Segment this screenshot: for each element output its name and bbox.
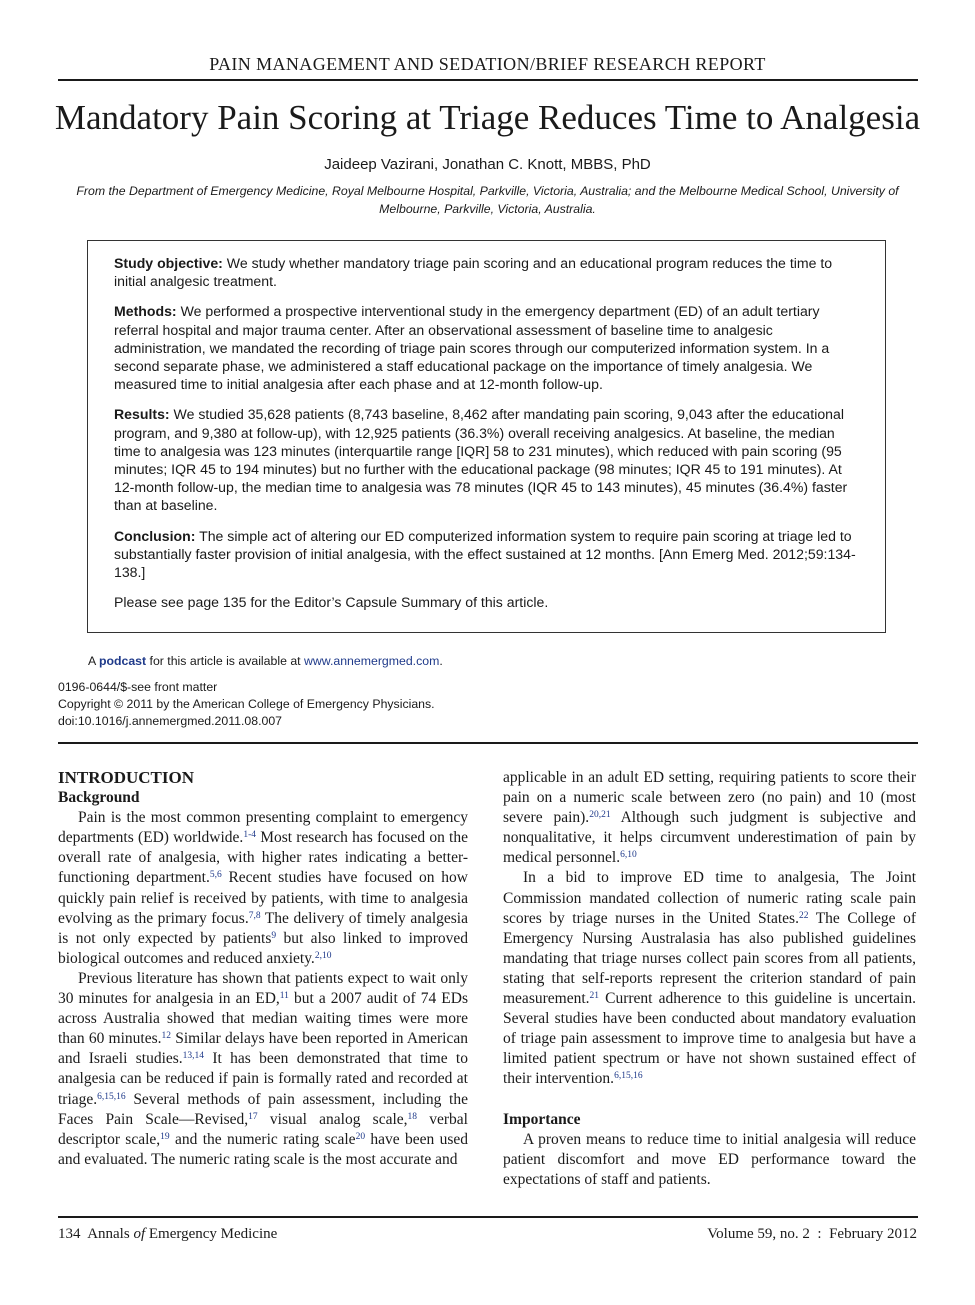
doi-line: doi:10.1016/j.annemergmed.2011.08.007 [58,714,283,728]
author-list: Jaideep Vazirani, Jonathan C. Knott, MBBS, PhD [324,156,651,173]
podcast-middle: for this article is available at [149,654,301,668]
front-matter-rule [58,742,918,744]
journal-url-link[interactable]: www.annemergmed.com [304,654,440,668]
text-run: In a bid to improve ED time to analgesia, The Joint Commission mandated collection of numeric rating scale pain scores by triage nurses in the United States. [503,869,916,927]
citation-ref[interactable]: 18 [407,1111,418,1122]
citation-ref[interactable]: 19 [160,1131,170,1142]
citation-ref[interactable]: 20 [355,1131,366,1142]
conclusion-text: The simple act of altering our ED computerized information system to require pain scoring at triage led to substantially faster provision of initial analgesia, with the effect sustained at 12 months. [Ann Emerg Med. 2012;59:134-138.] [114,527,856,581]
text-run: and the numeric rating scale [169,1130,356,1148]
background-heading: Background [58,789,140,807]
podcast-suffix: . [439,654,443,668]
citation-ref[interactable]: 5,6 [209,870,222,881]
text-run: The College of Emergency Nursing Australasia has also published guidelines mandating that triage nurses collect pain scores from all patients, stating that self-reports represent the criterion standard of pain measurement. [503,909,916,1008]
journal-name-em: Emergency Medicine [148,1226,278,1242]
paragraph-background-4 [503,868,916,1089]
citation-ref[interactable]: 2,10 [314,950,332,961]
text-run: Although such judgment is subjective and nonqualitative, it helps circumvent underestimation of pain by medical personnel. [503,809,916,867]
journal-name-annals: Annals [87,1226,130,1242]
objective-text: We study whether mandatory triage pain scoring and an educational program reduces the time to initial analgesic treatment. [114,255,833,290]
citation-ref[interactable]: 11 [279,991,289,1002]
objective-label: Study objective: [114,255,223,271]
text-run: visual analog scale, [257,1110,408,1128]
citation-ref[interactable]: 1-4 [243,830,256,841]
body-column-left [58,768,468,1170]
text-run: Several methods of pain assessment, including the Faces Pain Scale—Revised, [58,1090,468,1128]
page-number: 134 [58,1226,81,1242]
methods-text: We performed a prospective interventional study in the emergency department (ED) of an adult tertiary referral hospital and major trauma center. After an observational assessment of baseline time to analgesic administration, we mandated the recording of triage pain scores through our computerized information system. In a second separate phase, we administered a staff educational package on the importance of timely analgesia. We measured time to initial analgesia after each phase and at 12-month follow-up. [114,303,830,393]
results-label: Results: [114,406,170,423]
text-run: but also linked to improved biological outcomes and reduced anxiety. [58,929,468,967]
citation-ref[interactable]: 13,14 [182,1051,205,1062]
footer-issue [707,1226,917,1243]
podcast-prefix: A [88,654,96,668]
text-run: Pain is the most common presenting complaint to emergency departments (ED) worldwide. [58,809,468,847]
citation-ref[interactable]: 6,15,16 [97,1091,126,1102]
citation-ref[interactable]: 6,10 [620,850,637,861]
podcast-notice [88,654,443,668]
text-run: but a 2007 audit of 74 EDs across Australia showed that median waiting times were more than 60 minutes. [58,990,468,1048]
citation-ref[interactable]: 12 [161,1031,172,1042]
abstract-results [114,405,864,514]
citation-ref[interactable]: 7,8 [248,910,261,921]
body-column-right [503,768,916,1190]
paragraph-background-2 [58,969,468,1170]
author-affiliation: From the Department of Emergency Medicine, Royal Melbourne Hospital, Parkville, Victoria, Australia; and the Melbourne Medical School, University of Melbourne, Parkville, Victoria, Australia. [76,184,899,216]
paragraph-background-3 [503,768,916,868]
text-run: applicable in an adult ED setting, requiring patients to score their pain on a numeric scale between zero (no pain) and 10 (most severe pain). [503,769,916,827]
text-run: Similar delays have been reported in American and Israeli studies. [58,1030,468,1068]
header-rule [58,79,918,81]
citation-ref[interactable]: 9 [271,930,277,941]
text-run: Recent studies have focused on how quickly pain relief is received by patients, with time to analgesia evolving as the primary focus. [58,869,469,927]
paragraph-background-1 [58,808,468,969]
citation-ref[interactable]: 20,21 [589,810,611,821]
abstract-content [114,254,864,623]
podcast-link[interactable]: podcast [98,654,147,668]
text-run: Current adherence to this guideline is uncertain. Several studies have been conducted about mandatory evaluation of triage pain assessment to improve time to analgesia but have a limited patient spectrum or have not shown sustained effect of their intervention. [503,990,916,1088]
paragraph-importance: A proven means to reduce time to initial analgesia will reduce patient discomfort and move ED performance toward the expectations of staff and patients. [503,1130,916,1188]
footer-rule [58,1216,918,1218]
introduction-heading: INTRODUCTION [58,768,195,787]
abstract-methods [114,302,864,393]
citation-ref[interactable]: 22 [798,910,809,921]
text-run: Most research has focused on the overall rate of analgesia, with higher rates indicating a better-functioning department. [58,829,468,887]
running-head: PAIN MANAGEMENT AND SEDATION/BRIEF RESEARCH REPORT [209,54,766,74]
results-text: We studied 35,628 patients (8,743 baseline, 8,462 after mandating pain scoring, 9,043 after the educational program, and 9,380 at follow-up), with 12,925 patients (36.3%) overall receiving analgesics. At baseline, the median time to analgesia was 123 minutes (interquartile range [IQR] 58 to 231 minutes), which reduced with pain scoring (95 minutes; IQR 45 to 194 minutes) but no further with the educational package (98 minutes; IQR 45 to 191 minutes). At 12-month follow-up, the median time to analgesia was 78 minutes (IQR 45 to 143 minutes), 45 minutes (36.4%) faster than at baseline. [114,406,848,514]
volume-issue: Volume 59, no. 2 [707,1226,810,1242]
article-title: Mandatory Pain Scoring at Triage Reduces Time to Analgesia [54,98,921,137]
footer-journal [58,1226,277,1243]
copyright-line: Copyright © 2011 by the American College of Emergency Physicians. [58,697,435,711]
text-run: It has been demonstrated that time to analgesia can be reduced if pain is formally rated and recorded at triage. [58,1050,468,1108]
capsule-summary-note: Please see page 135 for the Editor’s Capsule Summary of this article. [114,594,549,611]
abstract-objective [114,254,864,290]
text-run: The delivery of timely analgesia is not only expected by patients [58,909,468,947]
text-run: verbal descriptor scale, [58,1110,468,1148]
journal-name-of: of [133,1226,146,1242]
abstract-box [87,240,886,633]
citation-ref[interactable]: 6,15,16 [614,1071,643,1082]
issue-date: February 2012 [829,1226,917,1242]
citation-ref[interactable]: 17 [248,1111,258,1122]
text-run: have been used and evaluated. The numeric rating scale is the most accurate and [58,1130,468,1168]
front-matter [58,679,435,730]
importance-heading: Importance [503,1110,581,1128]
issn-line: 0196-0644/$-see front matter [58,680,218,694]
footer-separator: : [817,1226,822,1242]
abstract-conclusion [114,527,864,582]
methods-label: Methods: [114,303,177,320]
citation-ref[interactable]: 21 [589,991,600,1002]
text-run: Previous literature has shown that patients expect to wait only 30 minutes for analgesia in an ED, [58,969,468,1008]
conclusion-label: Conclusion: [114,527,196,544]
